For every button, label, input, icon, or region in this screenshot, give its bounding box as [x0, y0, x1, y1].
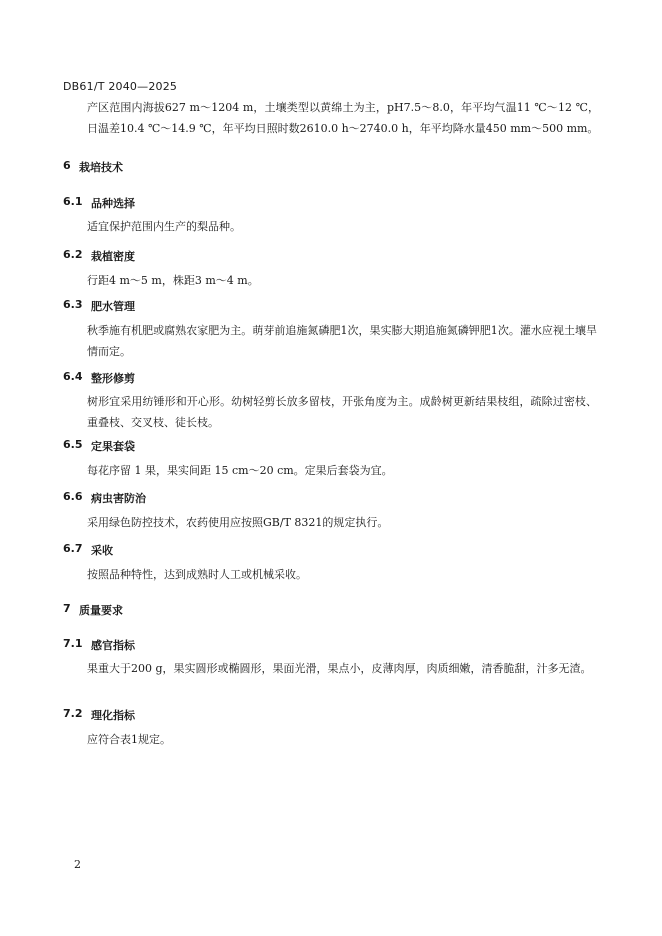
section-7-1-text: 果重大于200 g，果实圆形或椭圆形，果面光滑，果点小，皮薄肉厚，肉质细嫩，清香脆甜，汁多无渣。	[87, 662, 592, 675]
section-6-3-number: 6.3	[63, 298, 83, 311]
section-6-7-number: 6.7	[63, 542, 83, 555]
section-6-3-title: 肥水管理	[91, 300, 135, 313]
section-7-title: 质量要求	[79, 604, 123, 617]
intro-paragraph: 产区范围内海拔627 m～1204 m，土壤类型以黄绵土为主，pH7.5～8.0，年平均气温11 ℃～12 ℃，日温差10.4 ℃～14.9 ℃，年平均日照时数2610.0 h～2740.0 h，年平均降水量450 mm～500 mm。	[87, 101, 599, 135]
section-6-number: 6	[63, 159, 71, 172]
section-6-6-title: 病虫害防治	[91, 492, 146, 505]
section-6-1-text: 适宜保护范围内生产的梨品种。	[87, 220, 241, 233]
section-6-2-text: 行距4 m～5 m，株距3 m～4 m。	[87, 274, 259, 287]
section-6-3-text: 秋季施有机肥或腐熟农家肥为主。萌芽前追施氮磷肥1次，果实膨大期追施氮磷钾肥1次。灌水应视土壤旱情而定。	[87, 324, 597, 358]
section-7-2-title: 理化指标	[91, 709, 135, 722]
section-7-1-title: 感官指标	[91, 639, 135, 652]
document-code: DB61/T 2040—2025	[63, 80, 178, 93]
section-6-4-title: 整形修剪	[91, 372, 135, 385]
section-6-5-title: 定果套袋	[91, 440, 135, 453]
section-6-2-number: 6.2	[63, 248, 83, 261]
section-6-6-number: 6.6	[63, 490, 83, 503]
section-7-number: 7	[63, 602, 71, 615]
section-6-5-number: 6.5	[63, 438, 83, 451]
section-6-1-number: 6.1	[63, 195, 83, 208]
page-number: 2	[74, 858, 81, 871]
section-6-6-text: 采用绿色防控技术，农药使用应按照GB/T 8321的规定执行。	[87, 516, 389, 529]
section-6-7-title: 采收	[91, 544, 113, 557]
section-6-2-title: 栽植密度	[91, 250, 135, 263]
section-6-4-text: 树形宜采用纺锤形和开心形。幼树轻剪长放多留枝，开张角度为主。成龄树更新结果枝组，疏除过密枝、重叠枝、交叉枝、徒长枝。	[87, 395, 597, 429]
section-6-1-title: 品种选择	[91, 197, 135, 210]
section-7-2-text: 应符合表1规定。	[87, 733, 171, 746]
section-6-title: 栽培技术	[79, 161, 123, 174]
section-6-4-number: 6.4	[63, 370, 83, 383]
section-7-1-number: 7.1	[63, 637, 83, 650]
section-6-5-text: 每花序留 1 果，果实间距 15 cm～20 cm。定果后套袋为宜。	[87, 464, 393, 477]
section-6-7-text: 按照品种特性，达到成熟时人工或机械采收。	[87, 568, 307, 581]
section-7-2-number: 7.2	[63, 707, 83, 720]
